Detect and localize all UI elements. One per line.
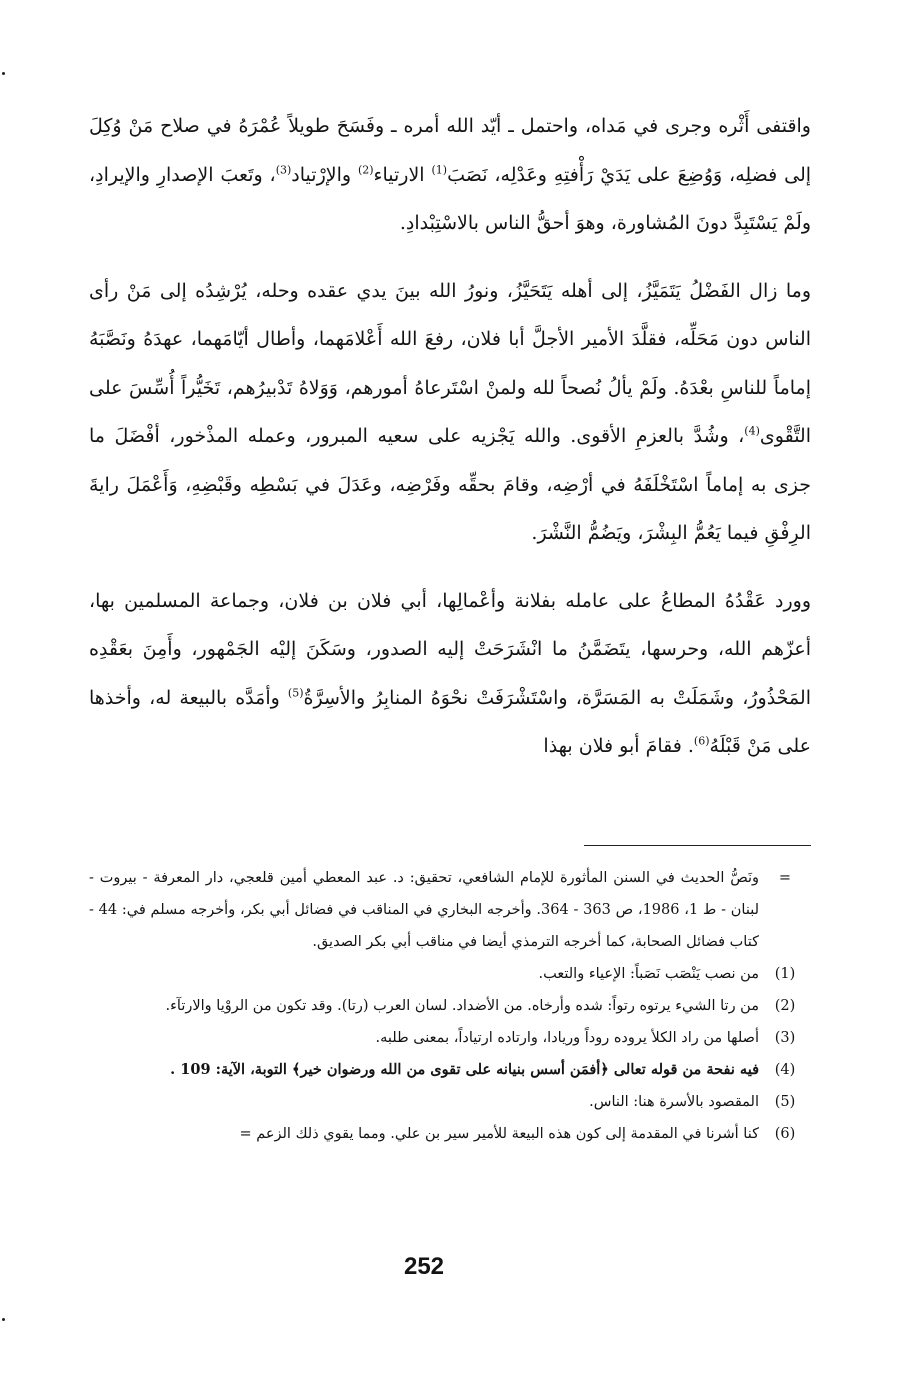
continuation-marker: = [778,870,792,886]
paragraph-text: ، وشُدَّ بالعزمِ الأقوى. والله يَجْزيه على سعيه المبرور، وعمله المذْخور، أفْضَلَ ما جزى به إماماً اسْتَخْلَفَهُ في أرْضِه، وقامَ بحقِّه وفَرْضِه، وعَدَلَ في بَسْطِه وقَبْضِهِ، وَأَعْمَلَ رايةَ الرِفْقِ فيما يَعُمُّ البِشْرَ، ويَضُمُّ النَّشْرَ. [89,425,811,544]
footnote-separator [584,845,811,846]
footnote-number: (4) [774,1062,796,1078]
footnotes [89,862,811,1152]
footnote-item [89,1056,811,1084]
paragraph-text: . فقامَ أبو فلان بهذا [543,735,694,757]
paragraph-2 [89,267,811,558]
footnote-ref-6: (6) [693,734,710,748]
paragraph-text: وورد عَقْدُهُ المطاعُ على عامله بفلانة وأعْمالِها، أبي فلان بن فلان، وجماعة المسلمين بها، أعزّهم الله، وحرسها، يتَضَمَّنُ ما انْشَرَحَتْ إليه الصدور، وسَكَنَ إليْه الجَمْهور، وأَمِنَ بعَقْدِه المَحْذُورُ، وشَمَلَتْ به المَسَرَّة، واسْتَشْرَفَتْ نحْوَهُ المنابِرُ والأسِرَّةُ [89,589,811,709]
scan-speck [2,1318,5,1321]
footnote-number: (1) [774,966,796,982]
footnote-text: المقصود بالأسرة هنا: الناس. [589,1094,759,1110]
footnote-number: (2) [774,998,796,1014]
paragraph-3 [89,577,811,771]
scan-speck [2,72,5,75]
footnote-item [89,992,811,1020]
footnote-text: كنا أشرنا في المقدمة إلى كون هذه البيعة للأمير سير بن علي. ومما يقوي ذلك الزعم = [239,1126,759,1142]
footnote-number: (6) [774,1126,796,1142]
footnote-ref-2: (2) [357,163,374,177]
footnote-item [89,1024,811,1052]
footnote-ref-4: (4) [744,424,760,438]
footnote-item [89,1088,811,1116]
paragraph-text: ، وتَعبَ الإصدارِ والإيرادِ، ولَمْ يَسْتَبِدَّ دونَ المُشاورة، وهوَ أحقُّ الناس بالاسْتِبْدادِ. [89,163,811,234]
footnote-ref-3: (3) [275,163,292,177]
footnote-number: (3) [774,1030,796,1046]
footnote-text: من نصب يَنْصَب نَصَباً: الإعياء والتعب. [538,966,759,982]
page-number: 252 [403,1253,445,1280]
footnote-text: ونَصُّ الحديث في السنن المأثورة للإمام الشافعي، تحقيق: د. عبد المعطي أمين قلعجي، دار المعرفة - بيروت - لبنان - ط 1، 1986، ص 363 - 364. وأخرجه البخاري في المناقب في فضائل أبي بكر، وأخرجه مسلم في: 44 - كتاب فضائل الصحابة، كما أخرجه الترمذي أيضا في مناقب أبي بكر الصديق. [89,870,760,950]
paragraph-text: الارتياء [373,163,432,186]
paragraph-text: واقتفى أَثْره وجرى في مَداه، واحتمل ـ أيّد الله أمره ـ وفَسَحَ طويلاً عُمْرَهُ في صلاح مَنْ وُكِلَ إلى فضلِه، وَوُضِعَ على يَدَيْ رَأْفتِهِ وعَدْلِه، نَصَبَ [89,115,812,186]
footnote-text: من رتا الشيء يرتوه رتواً: شده وأرخاه. من الأضداد. لسان العرب (رتا). وقد تكون من الروْيا والارتآء. [165,998,759,1014]
footnote-continuation [89,862,811,958]
footnote-number: (5) [774,1094,796,1110]
paragraph-text: وما زال الفَضْلُ يَتَمَيَّزُ، إلى أهله يَتَحَيَّزُ، ونورُ الله بينَ يدي عقده وحله، يُرْشِدُه إلى مَنْ رأى الناس دون مَحَلِّه، فقلَّدَ الأمير الأجلَّ أبا فلان، رفعَ الله أَعْلامَهما، وأطال أيّامَهما، عهدَهُ ونَصَّبَهُ إماماً للناسِ بعْدَهُ. ولَمْ يألُ نُصحاً لله ولمنْ اسْتَرعاهُ أمورهم، وَوَلاهُ تَدْبيرُهم، تَخَيُّراً أُسِّسَ على التَّقْوى [89,279,811,447]
paragraph-text: وأمَدَّه بالبيعة له، وأخذها على مَنْ قَبْلَهُ [89,686,811,757]
footnote-text: فيه نفحة من قوله تعالى ﴿أفمَن أسس بنيانه على تقوى من الله ورضوان خير﴾ التوبة، الآية: 109 . [170,1061,759,1078]
paragraph-text: والإرْتياد [291,163,358,186]
footnote-ref-1: (1) [431,163,448,177]
paragraph-1 [89,102,811,248]
footnote-item [89,960,811,988]
footnote-item [89,1120,811,1148]
main-text [89,102,811,790]
footnote-text: أصلها من راد الكلأ يروده روداً وريادا، وارتاده ارتياداً، بمعنى طلبه. [375,1030,759,1046]
footnote-ref-5: (5) [287,686,304,700]
